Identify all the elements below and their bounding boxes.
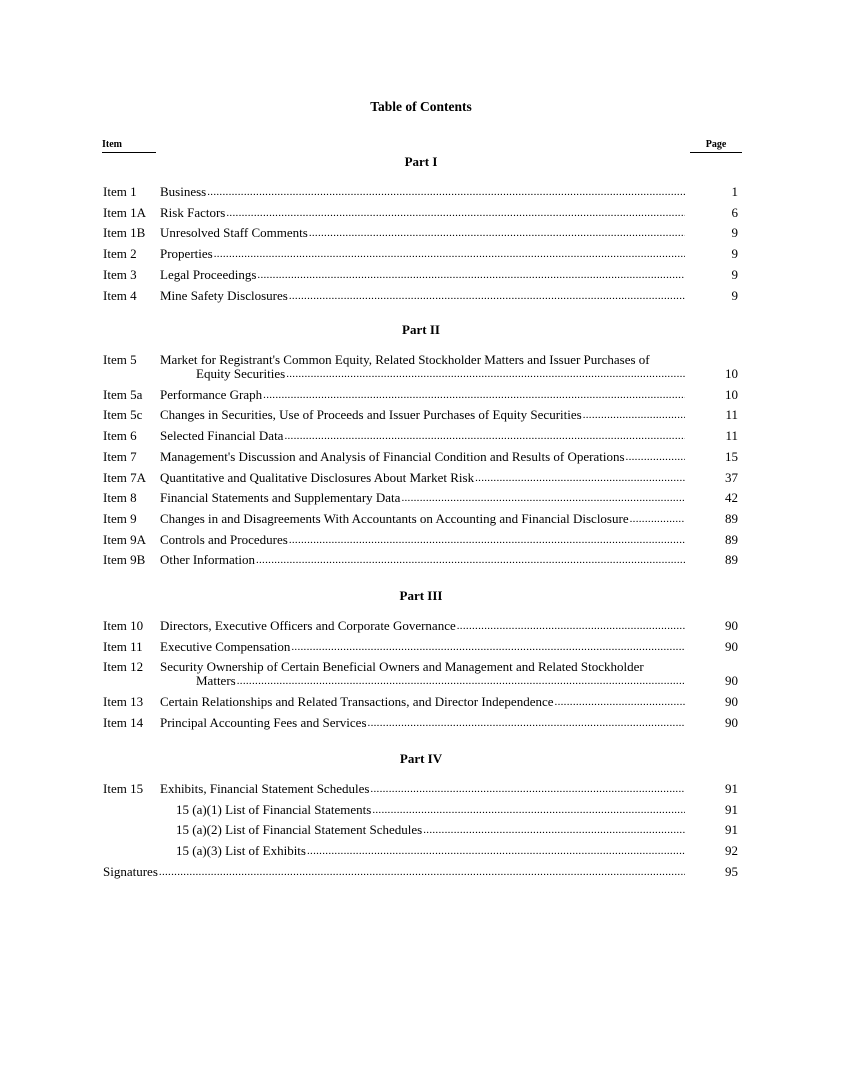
toc-entry-item-9[interactable] bbox=[0, 512, 842, 526]
dot-leader bbox=[284, 429, 685, 443]
page-number: 90 bbox=[725, 638, 738, 654]
toc-entry-item-1a[interactable] bbox=[0, 206, 842, 220]
entry-title-leader bbox=[160, 226, 685, 240]
toc-entry-item-5c[interactable] bbox=[0, 408, 842, 422]
toc-entry-item-8[interactable] bbox=[0, 491, 842, 505]
item-number: Item 12 bbox=[103, 659, 144, 675]
entry-title-leader bbox=[196, 367, 685, 381]
toc-entry-item-9a[interactable] bbox=[0, 533, 842, 547]
entry-title: Changes in and Disagreements With Accountants on Accounting and Financial Disclosure bbox=[160, 511, 629, 526]
item-number: Item 14 bbox=[103, 714, 144, 730]
entry-title: Equity Securities bbox=[196, 367, 286, 381]
dot-leader bbox=[309, 226, 685, 240]
toc-entry-item-4[interactable] bbox=[0, 289, 842, 303]
page-number: 89 bbox=[725, 510, 738, 526]
dot-leader bbox=[286, 367, 685, 381]
entry-title-line: Market for Registrant's Common Equity, Related Stockholder Matters and Issuer Purchases of bbox=[160, 352, 650, 367]
entry-title: Exhibits, Financial Statement Schedules bbox=[160, 782, 370, 796]
page-number: 15 bbox=[725, 448, 738, 464]
dot-leader bbox=[214, 247, 685, 261]
entry-title: Business bbox=[160, 185, 207, 199]
page-number: 6 bbox=[731, 204, 738, 220]
entry-title: Risk Factors bbox=[160, 205, 226, 220]
toc-entry-item-14[interactable] bbox=[0, 716, 842, 730]
dot-leader bbox=[207, 185, 685, 199]
entry-title-leader bbox=[160, 491, 685, 505]
toc-entry-sub-15-a-2-list-of-financial-statement-schedules[interactable] bbox=[0, 823, 842, 837]
toc-entry-item-2[interactable] bbox=[0, 247, 842, 261]
toc-entry-item-7a[interactable] bbox=[0, 471, 842, 485]
entry-title: Controls and Procedures bbox=[160, 532, 288, 547]
entry-title-leader bbox=[176, 823, 685, 837]
entry-title-leader bbox=[160, 429, 685, 443]
entry-title-leader bbox=[160, 619, 685, 633]
page-number: 9 bbox=[731, 266, 738, 282]
item-number: Item 3 bbox=[103, 266, 137, 282]
page-number: 42 bbox=[725, 490, 738, 506]
part-heading-part-iii: Part III bbox=[399, 588, 443, 603]
part-heading-part-ii: Part II bbox=[402, 322, 440, 337]
page-number: 10 bbox=[725, 366, 738, 381]
entry-title-leader bbox=[103, 865, 685, 879]
entry-title-leader bbox=[160, 716, 685, 730]
entry-title-leader bbox=[176, 803, 685, 817]
entry-title-leader bbox=[160, 553, 685, 567]
item-number: Item 7A bbox=[103, 469, 146, 485]
dot-leader bbox=[237, 674, 685, 688]
toc-entry-item-7[interactable] bbox=[0, 450, 842, 464]
entry-title: 15 (a)(2) List of Financial Statement Schedules bbox=[176, 823, 423, 838]
item-number: Item 15 bbox=[103, 781, 144, 796]
item-number: Item 1A bbox=[103, 204, 146, 220]
page-number: 95 bbox=[725, 863, 738, 879]
entry-title: Executive Compensation bbox=[160, 639, 291, 654]
page-number: 91 bbox=[725, 801, 738, 817]
item-number: Item 9A bbox=[103, 531, 146, 547]
page-number: 9 bbox=[731, 246, 738, 262]
dot-leader bbox=[372, 803, 685, 817]
dot-leader bbox=[423, 823, 685, 837]
entry-title: Legal Proceedings bbox=[160, 267, 257, 282]
part-heading-part-iv: Part IV bbox=[399, 751, 443, 766]
dot-leader bbox=[226, 206, 685, 220]
toc-entry-item-9b[interactable] bbox=[0, 553, 842, 567]
entry-title: 15 (a)(3) List of Exhibits bbox=[176, 844, 306, 859]
entry-title: Changes in Securities, Use of Proceeds and Issuer Purchases of Equity Securities bbox=[160, 408, 582, 423]
entry-title: Mine Safety Disclosures bbox=[160, 288, 288, 303]
entry-title: Selected Financial Data bbox=[160, 429, 284, 444]
dot-leader bbox=[289, 289, 685, 303]
toc-entry-item-11[interactable] bbox=[0, 640, 842, 654]
page-number: 91 bbox=[725, 781, 738, 796]
entry-title-leader bbox=[160, 782, 685, 796]
toc-entry-sub-15-a-3-list-of-exhibits[interactable] bbox=[0, 844, 842, 858]
item-number: Item 9B bbox=[103, 552, 146, 568]
item-number: Item 11 bbox=[103, 638, 143, 654]
dot-leader bbox=[257, 268, 685, 282]
dot-leader bbox=[256, 553, 685, 567]
dot-leader bbox=[291, 640, 685, 654]
item-number: Item 10 bbox=[103, 618, 144, 633]
entry-title-leader bbox=[160, 640, 685, 654]
entry-title: Management's Discussion and Analysis of Financial Condition and Results of Operations bbox=[160, 449, 625, 464]
entry-title: Signatures bbox=[103, 864, 158, 879]
item-number: Item 9 bbox=[103, 510, 137, 526]
page-number: 10 bbox=[725, 386, 738, 402]
toc-entry-signatures[interactable] bbox=[0, 865, 842, 879]
entry-title: Financial Statements and Supplementary Data bbox=[160, 491, 401, 506]
entry-title-leader bbox=[176, 844, 685, 858]
dot-leader bbox=[555, 695, 685, 709]
entry-title-leader bbox=[160, 533, 685, 547]
entry-title-leader bbox=[160, 185, 685, 199]
toc-entry-item-3[interactable] bbox=[0, 268, 842, 282]
entry-title: 15 (a)(1) List of Financial Statements bbox=[176, 802, 372, 817]
entry-title: Principal Accounting Fees and Services bbox=[160, 715, 367, 730]
item-number: Item 5c bbox=[103, 407, 143, 423]
entry-title: Directors, Executive Officers and Corporate Governance bbox=[160, 619, 456, 633]
entry-title: Properties bbox=[160, 247, 213, 262]
entry-title: Other Information bbox=[160, 553, 255, 568]
entry-title: Performance Graph bbox=[160, 387, 263, 402]
toc-entry-sub-15-a-1-list-of-financial-statements[interactable] bbox=[0, 803, 842, 817]
page-number: 90 bbox=[725, 714, 738, 730]
entry-title: Certain Relationships and Related Transactions, and Director Independence bbox=[160, 695, 554, 710]
entry-title-leader bbox=[160, 247, 685, 261]
toc-entry-item-5a[interactable] bbox=[0, 388, 842, 402]
entry-title-leader bbox=[160, 268, 685, 282]
page-number: 90 bbox=[725, 618, 738, 633]
dot-leader bbox=[475, 471, 685, 485]
page-number: 89 bbox=[725, 531, 738, 547]
dot-leader bbox=[401, 491, 685, 505]
item-number: Item 4 bbox=[103, 287, 137, 303]
toc-entry-item-13[interactable] bbox=[0, 695, 842, 709]
entry-title-leader bbox=[160, 512, 685, 526]
page-number: 90 bbox=[725, 694, 738, 710]
dot-leader bbox=[626, 450, 685, 464]
item-number: Item 6 bbox=[103, 428, 137, 444]
page-number: 91 bbox=[725, 822, 738, 838]
toc-entry-item-15[interactable] bbox=[0, 782, 842, 796]
item-number: Item 7 bbox=[103, 448, 137, 464]
entry-title: Unresolved Staff Comments bbox=[160, 226, 308, 241]
entry-title-leader bbox=[160, 206, 685, 220]
item-number: Item 5a bbox=[103, 386, 143, 402]
entry-title: Matters bbox=[196, 674, 236, 689]
page-number: 90 bbox=[725, 673, 738, 689]
toc-entry-item-1b[interactable] bbox=[0, 226, 842, 240]
dot-leader bbox=[457, 619, 685, 633]
page-number: 92 bbox=[725, 843, 738, 859]
dot-leader bbox=[583, 408, 685, 422]
entry-title-leader bbox=[196, 674, 685, 688]
toc-entry-item-10[interactable] bbox=[0, 619, 842, 633]
entry-title-line: Security Ownership of Certain Beneficial Owners and Management and Related Stockholder bbox=[160, 659, 644, 675]
toc-entry-item-1[interactable] bbox=[0, 185, 842, 199]
item-number: Item 1B bbox=[103, 225, 146, 241]
page-number: 9 bbox=[731, 225, 738, 241]
dot-leader bbox=[370, 782, 685, 796]
entry-title-leader bbox=[160, 289, 685, 303]
entry-title-leader bbox=[160, 408, 685, 422]
page-number: 9 bbox=[731, 287, 738, 303]
dot-leader bbox=[368, 716, 685, 730]
toc-entry-item-5[interactable] bbox=[0, 353, 842, 381]
entry-title-leader bbox=[160, 471, 685, 485]
dot-leader bbox=[307, 844, 685, 858]
page-number: 89 bbox=[725, 552, 738, 568]
dot-leader bbox=[159, 865, 685, 879]
toc-entry-item-12[interactable] bbox=[0, 660, 842, 688]
page-number: 1 bbox=[731, 184, 738, 199]
page-number: 11 bbox=[725, 428, 738, 444]
page-number: 11 bbox=[725, 407, 738, 423]
part-heading-part-i: Part I bbox=[404, 154, 438, 169]
item-number: Item 1 bbox=[103, 184, 137, 199]
item-number: Item 13 bbox=[103, 694, 144, 710]
dot-leader bbox=[289, 533, 685, 547]
item-number: Item 5 bbox=[103, 352, 137, 367]
entry-title: Quantitative and Qualitative Disclosures About Market Risk bbox=[160, 470, 475, 485]
dot-leader bbox=[263, 388, 685, 402]
page-column-header: Page bbox=[690, 139, 742, 153]
page-title: Table of Contents bbox=[370, 99, 472, 114]
page-number: 37 bbox=[725, 469, 738, 485]
dot-leader bbox=[630, 512, 685, 526]
toc-entry-item-6[interactable] bbox=[0, 429, 842, 443]
item-number: Item 8 bbox=[103, 490, 137, 506]
entry-title-leader bbox=[160, 388, 685, 402]
item-number: Item 2 bbox=[103, 246, 137, 262]
entry-title-leader bbox=[160, 450, 685, 464]
entry-title-leader bbox=[160, 695, 685, 709]
item-column-header: Item bbox=[102, 139, 156, 153]
